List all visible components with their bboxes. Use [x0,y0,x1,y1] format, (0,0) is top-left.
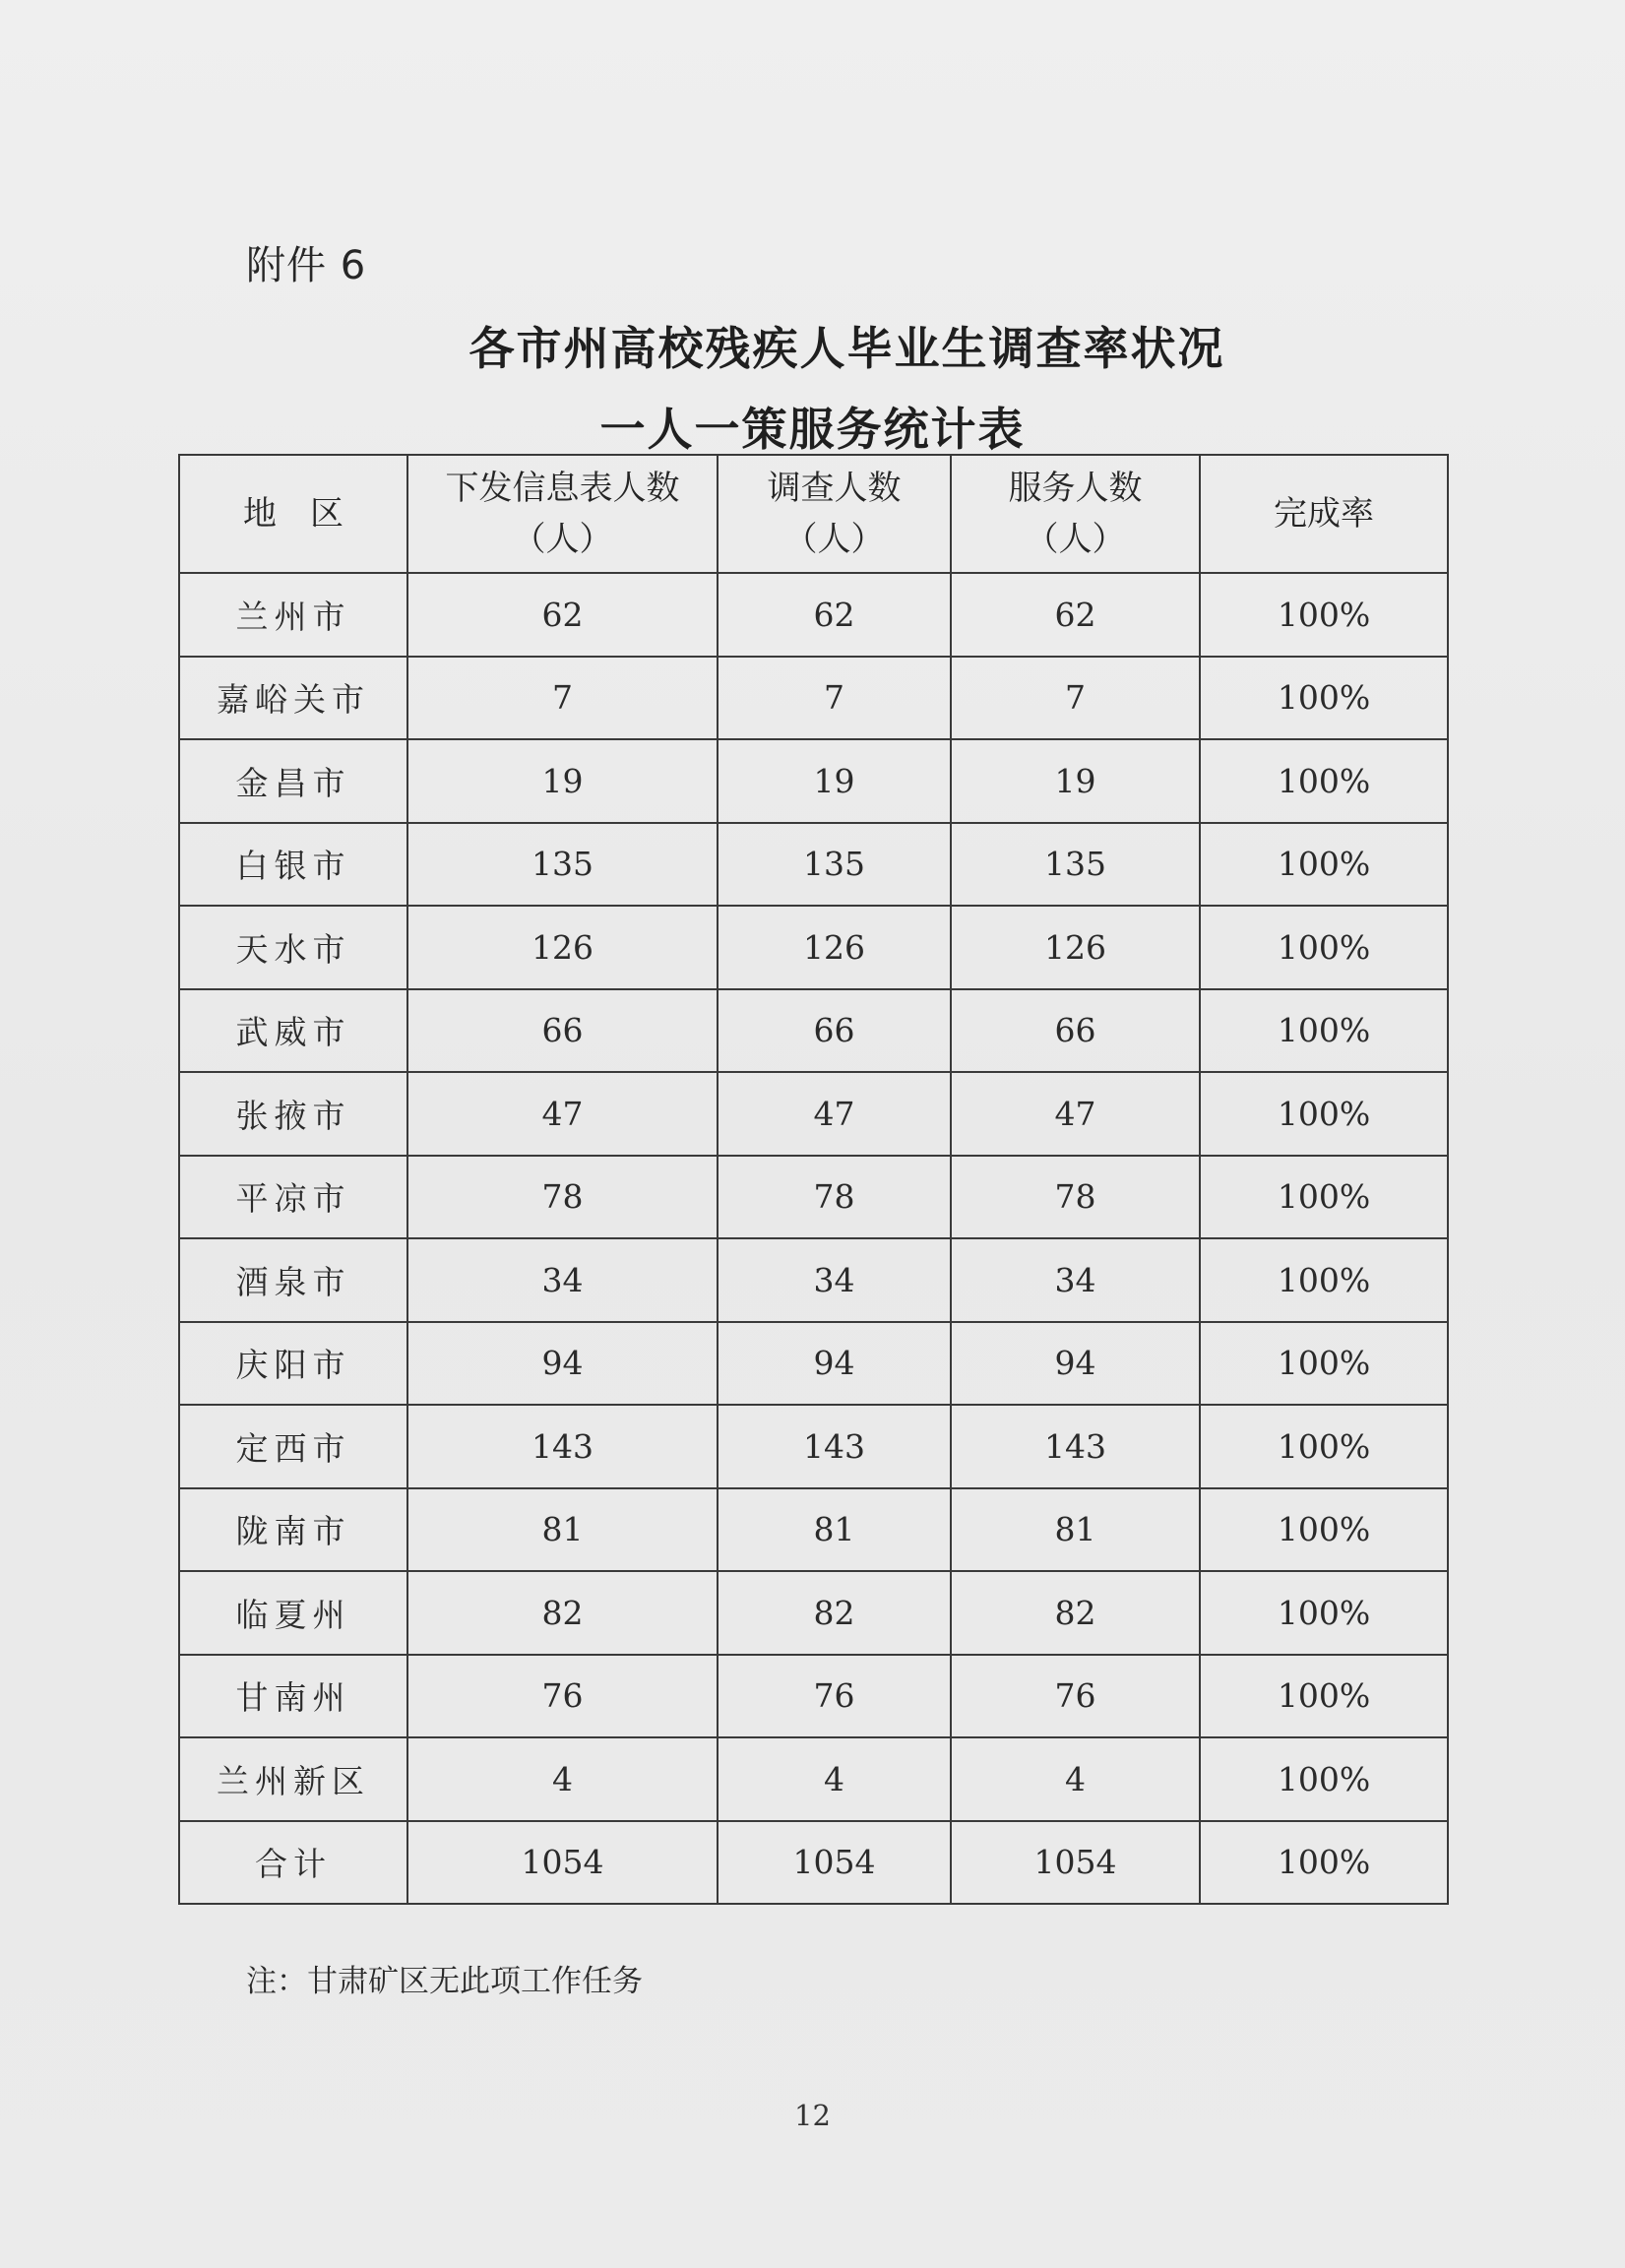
cell-completion-rate: 100% [1200,739,1448,823]
cell-served: 7 [951,657,1200,740]
header-completion-rate-label: 完成率 [1274,494,1374,534]
cell-served: 78 [951,1156,1200,1239]
cell-served: 135 [951,823,1200,907]
cell-issued-forms: 82 [407,1571,718,1655]
cell-region: 甘南州 [179,1655,407,1738]
cell-completion-rate: 100% [1200,1156,1448,1239]
table-body [179,573,1448,1904]
cell-served: 143 [951,1405,1200,1488]
table-row [179,1571,1448,1655]
table-row [179,1488,1448,1572]
cell-completion-rate: 100% [1200,1655,1448,1738]
cell-issued-forms: 76 [407,1655,718,1738]
title-line-1: 各市州高校残疾人毕业生调查率状况 [469,322,1225,375]
cell-surveyed: 62 [718,573,951,657]
cell-issued-forms: 4 [407,1737,718,1821]
cell-region: 定西市 [179,1405,407,1488]
cell-served: 34 [951,1238,1200,1322]
cell-surveyed: 47 [718,1072,951,1156]
table-row [179,1655,1448,1738]
cell-issued-forms: 94 [407,1322,718,1406]
cell-served: 81 [951,1488,1200,1572]
table-row [179,1072,1448,1156]
cell-region: 陇南市 [179,1488,407,1572]
cell-surveyed: 126 [718,906,951,989]
cell-completion-rate: 100% [1200,1737,1448,1821]
table-row [179,906,1448,989]
table-row [179,989,1448,1073]
table-row [179,1156,1448,1239]
cell-surveyed: 143 [718,1405,951,1488]
cell-completion-rate: 100% [1200,1571,1448,1655]
cell-surveyed: 66 [718,989,951,1073]
cell-completion-rate: 100% [1200,573,1448,657]
footnote: 注：甘肃矿区无此项工作任务 [246,1964,643,1999]
cell-issued-forms: 47 [407,1072,718,1156]
table-row [179,1405,1448,1488]
cell-completion-rate: 100% [1200,657,1448,740]
cell-surveyed: 135 [718,823,951,907]
header-surveyed [718,455,951,573]
cell-served: 66 [951,989,1200,1073]
table-row [179,1737,1448,1821]
attachment-label: 附件 6 [246,243,367,288]
cell-served: 4 [951,1737,1200,1821]
cell-completion-rate: 100% [1200,1488,1448,1572]
cell-region: 武威市 [179,989,407,1073]
header-surveyed-label: 调查人数 [767,469,902,508]
table-row [179,739,1448,823]
cell-issued-forms: 66 [407,989,718,1073]
cell-completion-rate: 100% [1200,1405,1448,1488]
header-completion-rate [1200,455,1448,573]
cell-served: 76 [951,1655,1200,1738]
header-issued-forms [407,455,718,573]
cell-served: 126 [951,906,1200,989]
cell-issued-forms: 126 [407,906,718,989]
table-row [179,1322,1448,1406]
cell-issued-forms: 78 [407,1156,718,1239]
cell-surveyed: 78 [718,1156,951,1239]
cell-completion-rate: 100% [1200,1238,1448,1322]
cell-issued-forms: 7 [407,657,718,740]
cell-surveyed: 1054 [718,1821,951,1905]
cell-region: 临夏州 [179,1571,407,1655]
cell-completion-rate: 100% [1200,989,1448,1073]
header-served [951,455,1200,573]
cell-surveyed: 82 [718,1571,951,1655]
cell-region: 平凉市 [179,1156,407,1239]
cell-completion-rate: 100% [1200,1821,1448,1905]
cell-completion-rate: 100% [1200,906,1448,989]
statistics-table [178,454,1449,1905]
table-row [179,573,1448,657]
cell-issued-forms: 135 [407,823,718,907]
cell-served: 94 [951,1322,1200,1406]
cell-issued-forms: 19 [407,739,718,823]
cell-served: 82 [951,1571,1200,1655]
cell-region: 合计 [179,1821,407,1905]
table-row [179,657,1448,740]
cell-served: 62 [951,573,1200,657]
title-line-2: 一人一策服务统计表 [599,403,1026,456]
cell-issued-forms: 143 [407,1405,718,1488]
cell-surveyed: 81 [718,1488,951,1572]
cell-completion-rate: 100% [1200,1322,1448,1406]
cell-region: 嘉峪关市 [179,657,407,740]
header-region-label: 地 区 [243,494,344,534]
cell-region: 金昌市 [179,739,407,823]
header-surveyed-unit: （人） [783,520,885,559]
table-row [179,1821,1448,1905]
cell-region: 兰州市 [179,573,407,657]
table-header-row [179,455,1448,573]
page-number: 12 [794,2099,831,2132]
header-served-unit: （人） [1025,520,1126,559]
cell-issued-forms: 34 [407,1238,718,1322]
header-region [179,455,407,573]
cell-region: 庆阳市 [179,1322,407,1406]
cell-surveyed: 4 [718,1737,951,1821]
table-row [179,1238,1448,1322]
cell-surveyed: 7 [718,657,951,740]
cell-surveyed: 76 [718,1655,951,1738]
cell-region: 兰州新区 [179,1737,407,1821]
table-row [179,823,1448,907]
cell-surveyed: 94 [718,1322,951,1406]
cell-served: 47 [951,1072,1200,1156]
cell-region: 张掖市 [179,1072,407,1156]
cell-surveyed: 19 [718,739,951,823]
cell-issued-forms: 62 [407,573,718,657]
cell-region: 白银市 [179,823,407,907]
cell-issued-forms: 81 [407,1488,718,1572]
cell-served: 1054 [951,1821,1200,1905]
cell-issued-forms: 1054 [407,1821,718,1905]
cell-region: 天水市 [179,906,407,989]
cell-surveyed: 34 [718,1238,951,1322]
header-issued-forms-label: 下发信息表人数 [445,469,680,508]
cell-completion-rate: 100% [1200,823,1448,907]
cell-region: 酒泉市 [179,1238,407,1322]
header-served-label: 服务人数 [1008,469,1143,508]
header-issued-forms-unit: （人） [512,520,613,559]
cell-served: 19 [951,739,1200,823]
cell-completion-rate: 100% [1200,1072,1448,1156]
